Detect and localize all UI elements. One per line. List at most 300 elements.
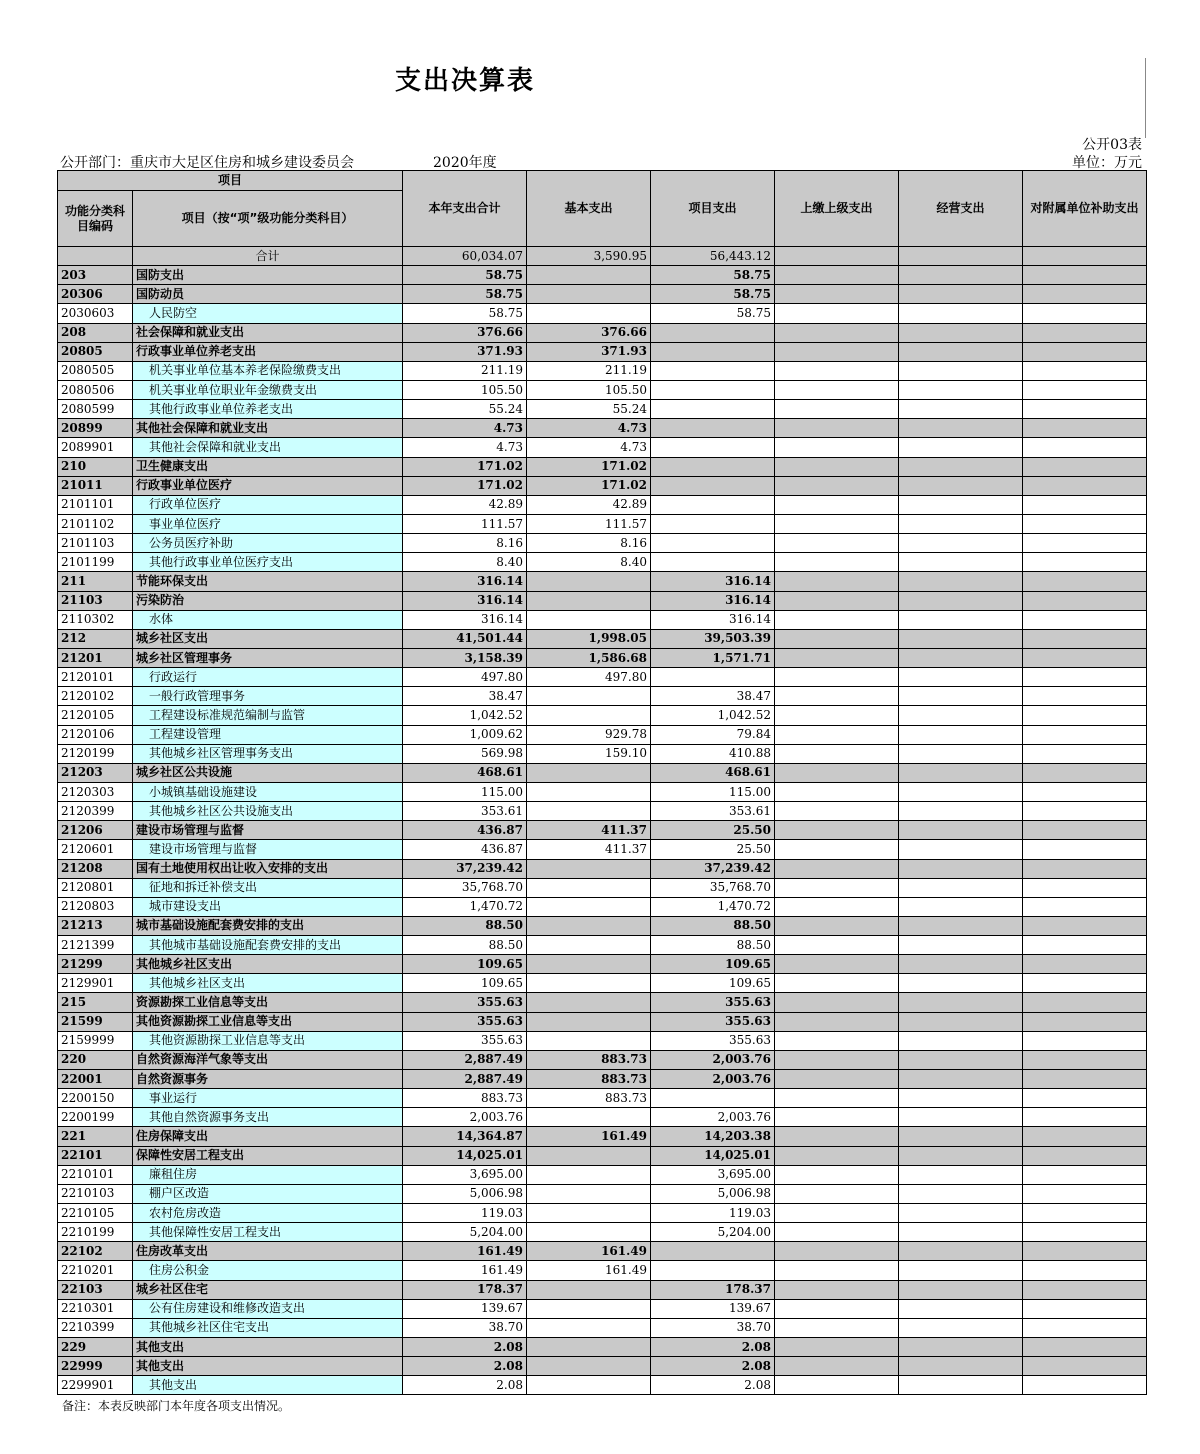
cell-total: 3,695.00 [403, 1165, 527, 1184]
cell-name: 公有住房建设和维修改造支出 [133, 1299, 403, 1318]
cell-business [899, 1204, 1023, 1223]
department-label: 公开部门：重庆市大足区住房和城乡建设委员会 [60, 155, 354, 171]
cell-business [899, 897, 1023, 916]
cell-upper [775, 304, 899, 323]
cell-name: 建设市场管理与监督 [133, 840, 403, 859]
cell-project [651, 1242, 775, 1261]
expenditure-table [57, 170, 1147, 1395]
cell-code: 2210399 [58, 1318, 133, 1337]
table-row [58, 1204, 1147, 1223]
cell-upper [775, 878, 899, 897]
cell-project [651, 514, 775, 533]
cell-name: 其他保障性安居工程支出 [133, 1223, 403, 1242]
table-row [58, 1242, 1147, 1261]
table-row [58, 1089, 1147, 1108]
cell-upper [775, 1338, 899, 1357]
cell-total: 883.73 [403, 1089, 527, 1108]
cell-basic: 55.24 [527, 400, 651, 419]
cell-business [899, 1338, 1023, 1357]
cell-total: 14,364.87 [403, 1127, 527, 1146]
cell-project [651, 419, 775, 438]
table-row [58, 285, 1147, 304]
cell-upper [775, 438, 899, 457]
cell-project: 58.75 [651, 304, 775, 323]
cell-upper [775, 763, 899, 782]
table-row [58, 859, 1147, 878]
table-row [58, 1223, 1147, 1242]
cell-code: 20899 [58, 419, 133, 438]
cell-total: 38.47 [403, 687, 527, 706]
cell-business [899, 495, 1023, 514]
table-row [58, 1184, 1147, 1203]
cell-total: 2.08 [403, 1376, 527, 1395]
cell-name: 其他城乡社区支出 [133, 974, 403, 993]
cell-name: 城乡社区公共设施 [133, 763, 403, 782]
cell-name: 水体 [133, 610, 403, 629]
cell-total: 371.93 [403, 342, 527, 361]
cell-name: 自然资源海洋气象等支出 [133, 1050, 403, 1069]
cell-project: 2.08 [651, 1376, 775, 1395]
cell-code: 21206 [58, 821, 133, 840]
cell-code: 215 [58, 993, 133, 1012]
cell-business [899, 304, 1023, 323]
cell-business [899, 878, 1023, 897]
cell-upper [775, 744, 899, 763]
table-row [58, 993, 1147, 1012]
cell-basic: 1,998.05 [527, 629, 651, 648]
cell-business [899, 936, 1023, 955]
cell-subsidy [1023, 476, 1147, 495]
cell-total: 2,887.49 [403, 1070, 527, 1089]
table-row [58, 706, 1147, 725]
cell-code: 2120105 [58, 706, 133, 725]
cell-subsidy [1023, 974, 1147, 993]
cell-code: 2110302 [58, 610, 133, 629]
cell-name: 其他城乡社区管理事务支出 [133, 744, 403, 763]
cell-total: 139.67 [403, 1299, 527, 1318]
cell-name: 住房公积金 [133, 1261, 403, 1280]
cell-total: 1,470.72 [403, 897, 527, 916]
cell-project: 139.67 [651, 1299, 775, 1318]
header-total: 本年支出合计 [403, 171, 527, 247]
cell-business [899, 514, 1023, 533]
table-row [58, 534, 1147, 553]
cell-code: 2101103 [58, 534, 133, 553]
cell-total: 171.02 [403, 476, 527, 495]
cell-code: 2101102 [58, 514, 133, 533]
cell-subsidy [1023, 668, 1147, 687]
cell-upper [775, 572, 899, 591]
cell-basic: 1,586.68 [527, 648, 651, 667]
cell-name: 城乡社区管理事务 [133, 648, 403, 667]
cell-subsidy [1023, 1318, 1147, 1337]
table-row [58, 1338, 1147, 1357]
cell-code: 21103 [58, 591, 133, 610]
cell-basic [527, 1146, 651, 1165]
cell-total: 2.08 [403, 1338, 527, 1357]
cell-total: 88.50 [403, 936, 527, 955]
cell-total: 58.75 [403, 285, 527, 304]
cell-project [651, 668, 775, 687]
cell-basic [527, 1165, 651, 1184]
cell-subsidy [1023, 610, 1147, 629]
cell-business [899, 744, 1023, 763]
cell-name: 建设市场管理与监督 [133, 821, 403, 840]
cell-project: 316.14 [651, 610, 775, 629]
cell-basic [527, 1204, 651, 1223]
cell-code: 21299 [58, 955, 133, 974]
cell-basic: 929.78 [527, 725, 651, 744]
cell-name: 污染防治 [133, 591, 403, 610]
cell-code: 21213 [58, 916, 133, 935]
cell-name: 住房改革支出 [133, 1242, 403, 1261]
cell-code: 22101 [58, 1146, 133, 1165]
cell-business [899, 763, 1023, 782]
cell-subsidy [1023, 553, 1147, 572]
cell-name: 其他资源勘探工业信息等支出 [133, 1012, 403, 1031]
cell-basic: 8.16 [527, 534, 651, 553]
table-row [58, 916, 1147, 935]
cell-name: 其他城市基础设施配套费安排的支出 [133, 936, 403, 955]
cell-project: 178.37 [651, 1280, 775, 1299]
cell-project: 38.47 [651, 687, 775, 706]
cell-name: 城乡社区住宅 [133, 1280, 403, 1299]
cell-total: 161.49 [403, 1261, 527, 1280]
cell-code: 22999 [58, 1357, 133, 1376]
table-row [58, 514, 1147, 533]
cell-business [899, 285, 1023, 304]
cell-basic: 4.73 [527, 419, 651, 438]
cell-project [651, 495, 775, 514]
cell-name: 廉租住房 [133, 1165, 403, 1184]
cell-business [899, 725, 1023, 744]
cell-project: 355.63 [651, 1012, 775, 1031]
cell-name: 其他资源勘探工业信息等支出 [133, 1031, 403, 1050]
cell-business [899, 1050, 1023, 1069]
cell-project: 14,203.38 [651, 1127, 775, 1146]
cell-name: 行政运行 [133, 668, 403, 687]
cell-name: 行政事业单位医疗 [133, 476, 403, 495]
cell-code: 2121399 [58, 936, 133, 955]
cell-business [899, 361, 1023, 380]
cell-business [899, 1357, 1023, 1376]
cell-basic: 411.37 [527, 821, 651, 840]
cell-business [899, 993, 1023, 1012]
cell-name: 其他城乡社区住宅支出 [133, 1318, 403, 1337]
cell-upper [775, 1204, 899, 1223]
cell-business [899, 419, 1023, 438]
cell-code: 2120106 [58, 725, 133, 744]
table-row [58, 419, 1147, 438]
cell-total: 353.61 [403, 802, 527, 821]
cell-basic [527, 782, 651, 801]
cell-upper [775, 1242, 899, 1261]
cell-basic [527, 1280, 651, 1299]
cell-business [899, 1089, 1023, 1108]
cell-subsidy [1023, 534, 1147, 553]
cell-basic [527, 1338, 651, 1357]
table-row [58, 476, 1147, 495]
table-row [58, 572, 1147, 591]
cell-basic [527, 763, 651, 782]
cell-project [651, 342, 775, 361]
cell-name: 其他社会保障和就业支出 [133, 438, 403, 457]
cell-total: 2,887.49 [403, 1050, 527, 1069]
cell-subsidy [1023, 859, 1147, 878]
cell-basic [527, 1318, 651, 1337]
cell-upper [775, 1318, 899, 1337]
cell-business [899, 782, 1023, 801]
cell-code: 2210301 [58, 1299, 133, 1318]
cell-project [651, 534, 775, 553]
cell-name: 自然资源事务 [133, 1070, 403, 1089]
table-row [58, 1050, 1147, 1069]
cell-subsidy [1023, 1204, 1147, 1223]
cell-name: 事业运行 [133, 1089, 403, 1108]
cell-code: 21203 [58, 763, 133, 782]
cell-upper [775, 534, 899, 553]
cell-code: 2159999 [58, 1031, 133, 1050]
cell-total: 8.16 [403, 534, 527, 553]
cell-upper [775, 495, 899, 514]
cell-upper [775, 1146, 899, 1165]
cell-code: 2101101 [58, 495, 133, 514]
cell-basic: 883.73 [527, 1050, 651, 1069]
cell-subsidy [1023, 1108, 1147, 1127]
table-row [58, 802, 1147, 821]
cell-code: 2120102 [58, 687, 133, 706]
cell-total: 8.40 [403, 553, 527, 572]
cell-project: 468.61 [651, 763, 775, 782]
cell-project: 5,204.00 [651, 1223, 775, 1242]
cell-total: 1,009.62 [403, 725, 527, 744]
cell-project [651, 1089, 775, 1108]
cell-subsidy [1023, 361, 1147, 380]
cell-subsidy [1023, 687, 1147, 706]
table-row [58, 1376, 1147, 1395]
cell-total: 316.14 [403, 572, 527, 591]
cell-total: 4.73 [403, 438, 527, 457]
table-row [58, 553, 1147, 572]
cell-code: 2120803 [58, 897, 133, 916]
cell-code: 210 [58, 457, 133, 476]
cell-code: 2120801 [58, 878, 133, 897]
cell-subsidy [1023, 1242, 1147, 1261]
cell-upper [775, 514, 899, 533]
table-row [58, 610, 1147, 629]
cell-business [899, 1376, 1023, 1395]
cell-name: 其他城乡社区支出 [133, 955, 403, 974]
cell-upper [775, 400, 899, 419]
cell-upper [775, 380, 899, 399]
table-row [58, 1318, 1147, 1337]
cell-project: 109.65 [651, 974, 775, 993]
cell-total: 316.14 [403, 610, 527, 629]
cell-basic: 211.19 [527, 361, 651, 380]
table-row [58, 840, 1147, 859]
cell-code: 211 [58, 572, 133, 591]
table-row [58, 1031, 1147, 1050]
cell-business [899, 266, 1023, 285]
cell-project: 2,003.76 [651, 1108, 775, 1127]
cell-upper [775, 1108, 899, 1127]
cell-subsidy [1023, 706, 1147, 725]
cell-project: 88.50 [651, 916, 775, 935]
cell-business [899, 438, 1023, 457]
table-row [58, 1146, 1147, 1165]
cell-total: 2,003.76 [403, 1108, 527, 1127]
cell-name: 其他支出 [133, 1338, 403, 1357]
cell-project: 37,239.42 [651, 859, 775, 878]
header-subsidy: 对附属单位补助支出 [1023, 171, 1147, 247]
table-row [58, 744, 1147, 763]
cell-upper [775, 553, 899, 572]
cell-basic: 159.10 [527, 744, 651, 763]
table-row [58, 725, 1147, 744]
cell-code: 2210201 [58, 1261, 133, 1280]
cell-upper [775, 285, 899, 304]
cell-name: 一般行政管理事务 [133, 687, 403, 706]
cell-upper [775, 1089, 899, 1108]
cell-code [58, 247, 133, 266]
cell-name: 机关事业单位职业年金缴费支出 [133, 380, 403, 399]
cell-basic: 161.49 [527, 1261, 651, 1280]
cell-business [899, 610, 1023, 629]
cell-basic [527, 1376, 651, 1395]
cell-project: 410.88 [651, 744, 775, 763]
cell-code: 2200150 [58, 1089, 133, 1108]
cell-total: 316.14 [403, 591, 527, 610]
cell-upper [775, 668, 899, 687]
cell-name: 资源勘探工业信息等支出 [133, 993, 403, 1012]
cell-business [899, 1108, 1023, 1127]
table-row [58, 1280, 1147, 1299]
cell-code: 2129901 [58, 974, 133, 993]
cell-basic: 411.37 [527, 840, 651, 859]
cell-business [899, 1223, 1023, 1242]
cell-upper [775, 1165, 899, 1184]
cell-business [899, 553, 1023, 572]
header-basic: 基本支出 [527, 171, 651, 247]
cell-subsidy [1023, 1376, 1147, 1395]
cell-business [899, 629, 1023, 648]
cell-subsidy [1023, 1338, 1147, 1357]
cell-business [899, 840, 1023, 859]
cell-project: 1,571.71 [651, 648, 775, 667]
cell-subsidy [1023, 1031, 1147, 1050]
cell-total: 109.65 [403, 974, 527, 993]
cell-business [899, 1318, 1023, 1337]
cell-total: 355.63 [403, 1012, 527, 1031]
table-row [58, 1012, 1147, 1031]
cell-basic [527, 591, 651, 610]
cell-code: 2210199 [58, 1223, 133, 1242]
cell-business [899, 400, 1023, 419]
cell-code: 2210105 [58, 1204, 133, 1223]
cell-basic [527, 936, 651, 955]
table-row [58, 974, 1147, 993]
cell-upper [775, 247, 899, 266]
cell-total: 1,042.52 [403, 706, 527, 725]
cell-upper [775, 916, 899, 935]
cell-business [899, 1146, 1023, 1165]
cell-upper [775, 648, 899, 667]
cell-upper [775, 706, 899, 725]
table-row [58, 629, 1147, 648]
table-row [58, 782, 1147, 801]
cell-business [899, 955, 1023, 974]
table-row [58, 668, 1147, 687]
cell-basic [527, 304, 651, 323]
cell-project: 56,443.12 [651, 247, 775, 266]
cell-subsidy [1023, 438, 1147, 457]
cell-total: 355.63 [403, 1031, 527, 1050]
cell-subsidy [1023, 725, 1147, 744]
cell-upper [775, 323, 899, 342]
cell-upper [775, 897, 899, 916]
cell-business [899, 687, 1023, 706]
cell-project: 25.50 [651, 821, 775, 840]
unit-label: 单位：万元 [1072, 155, 1142, 171]
cell-code: 212 [58, 629, 133, 648]
cell-code: 203 [58, 266, 133, 285]
cell-total: 42.89 [403, 495, 527, 514]
cell-basic [527, 955, 651, 974]
cell-project [651, 476, 775, 495]
cell-code: 22103 [58, 1280, 133, 1299]
cell-basic: 105.50 [527, 380, 651, 399]
table-row [58, 687, 1147, 706]
cell-business [899, 1280, 1023, 1299]
cell-name: 城市基础设施配套费安排的支出 [133, 916, 403, 935]
table-row [58, 1070, 1147, 1089]
cell-business [899, 1127, 1023, 1146]
table-row [58, 361, 1147, 380]
cell-code: 20805 [58, 342, 133, 361]
cell-upper [775, 821, 899, 840]
cell-upper [775, 1050, 899, 1069]
cell-business [899, 974, 1023, 993]
cell-basic: 376.66 [527, 323, 651, 342]
cell-total: 37,239.42 [403, 859, 527, 878]
cell-total: 58.75 [403, 266, 527, 285]
cell-project: 119.03 [651, 1204, 775, 1223]
cell-total: 569.98 [403, 744, 527, 763]
cell-business [899, 668, 1023, 687]
table-number: 公开03表 [1082, 137, 1142, 153]
cell-name: 国防动员 [133, 285, 403, 304]
cell-total: 111.57 [403, 514, 527, 533]
cell-basic [527, 859, 651, 878]
cell-code: 2120601 [58, 840, 133, 859]
cell-subsidy [1023, 648, 1147, 667]
cell-name: 其他行政事业单位养老支出 [133, 400, 403, 419]
cell-basic [527, 993, 651, 1012]
cell-total: 5,006.98 [403, 1184, 527, 1203]
cell-business [899, 1184, 1023, 1203]
cell-name: 征地和拆迁补偿支出 [133, 878, 403, 897]
cell-upper [775, 1070, 899, 1089]
cell-basic: 161.49 [527, 1127, 651, 1146]
cell-upper [775, 687, 899, 706]
cell-code: 2299901 [58, 1376, 133, 1395]
cell-name: 住房保障支出 [133, 1127, 403, 1146]
year-label: 2020年度 [433, 155, 497, 171]
cell-basic: 371.93 [527, 342, 651, 361]
cell-name: 农村危房改造 [133, 1204, 403, 1223]
cell-project: 2.08 [651, 1338, 775, 1357]
cell-subsidy [1023, 285, 1147, 304]
